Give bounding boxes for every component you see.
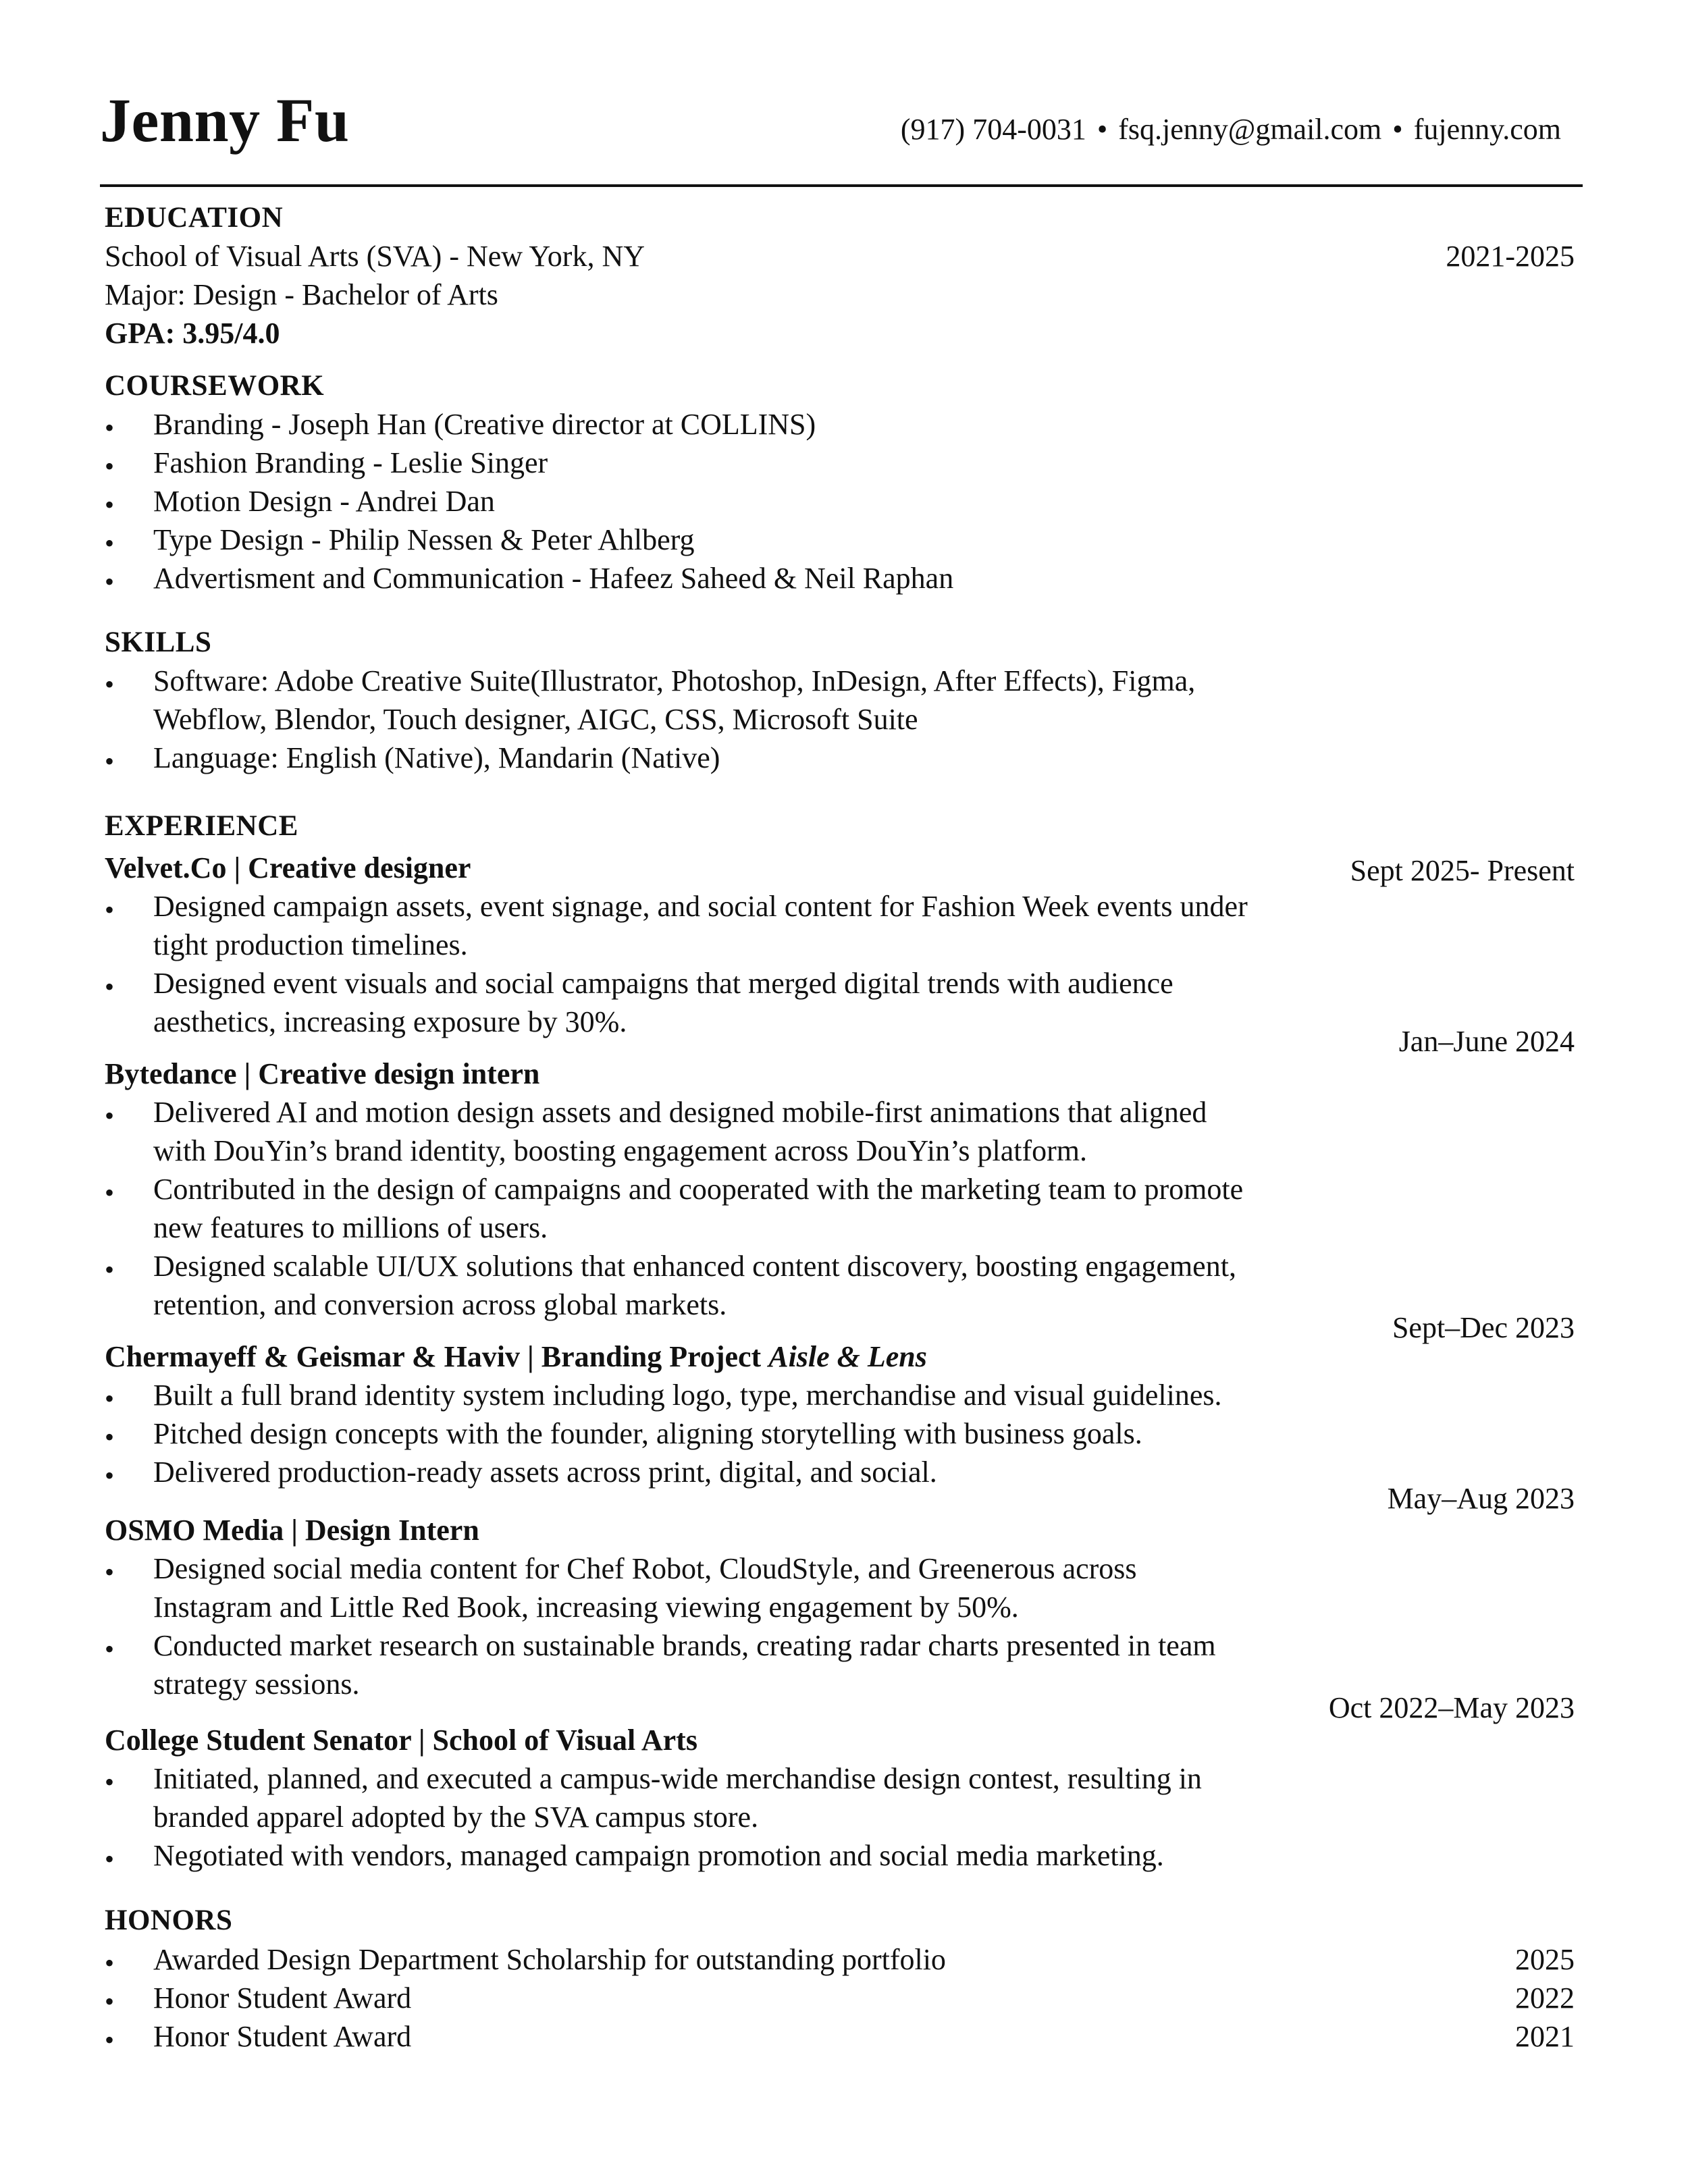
bullet-icon: • [105, 971, 115, 1002]
bullet-icon: • [105, 412, 115, 443]
job-line: Delivered production-ready assets across print, digital, and social. [153, 1456, 937, 1489]
project-name: Aisle & Lens [768, 1340, 927, 1373]
job-heading: OSMO Media | Design Intern [105, 1514, 479, 1547]
job-line: Pitched design concepts with the founder, aligning storytelling with business goals. [153, 1417, 1142, 1450]
job-dates: Sept–Dec 2023 [1392, 1311, 1575, 1344]
course-item: Type Design - Philip Nessen & Peter Ahlberg [153, 523, 695, 556]
course-item: Fashion Branding - Leslie Singer [153, 446, 548, 479]
bullet-icon: • [105, 566, 115, 597]
honor-year: 2025 [1515, 1943, 1575, 1976]
honor-item: Honor Student Award [153, 2020, 412, 2053]
job-dates: Oct 2022–May 2023 [1328, 1691, 1575, 1724]
honor-year: 2021 [1515, 2020, 1575, 2053]
candidate-name: Jenny Fu [100, 86, 350, 155]
section-title-experience: EXPERIENCE [105, 810, 298, 842]
bullet-icon: • [105, 1634, 115, 1664]
job-heading [105, 1338, 927, 1375]
job-heading-text: Chermayeff & Geismar & Haviv | Branding Project [105, 1340, 769, 1373]
job-line: with DouYin’s brand identity, boosting engagement across DouYin’s platform. [153, 1134, 1087, 1167]
contact-line [901, 115, 1561, 144]
skills-language: Language: English (Native), Mandarin (Native) [153, 741, 720, 774]
phone-number: (917) 704-0031 [900, 113, 1086, 146]
bullet-icon: • [105, 1767, 115, 1797]
job-heading: Bytedance | Creative design intern [105, 1057, 540, 1090]
bullet-icon: • [105, 2025, 115, 2055]
bullet-icon: • [105, 1460, 115, 1491]
education-school: School of Visual Arts (SVA) - New York, NY [105, 240, 645, 273]
bullet-icon: • [105, 1383, 115, 1414]
skills-software-line: Software: Adobe Creative Suite(Illustrator, Photoshop, InDesign, After Effects), Figma, [153, 664, 1196, 697]
bullet-icon: • [105, 895, 115, 925]
separator-dot: • [1392, 113, 1403, 146]
job-line: Designed campaign assets, event signage, and social content for Fashion Week events under [153, 890, 1248, 923]
job-line: Initiated, planned, and executed a campus-wide merchandise design contest, resulting in [153, 1762, 1202, 1795]
section-title-honors: HONORS [105, 1905, 233, 1936]
separator-dot: • [1097, 113, 1108, 146]
course-item: Branding - Joseph Han (Creative director at COLLINS) [153, 408, 816, 441]
honor-item: Awarded Design Department Scholarship for outstanding portfolio [153, 1943, 946, 1976]
course-item: Advertisment and Communication - Hafeez Saheed & Neil Raphan [153, 562, 954, 595]
job-line: Delivered AI and motion design assets and designed mobile-first animations that aligned [153, 1096, 1207, 1129]
bullet-icon: • [105, 1100, 115, 1131]
job-line: Designed event visuals and social campaigns that merged digital trends with audience [153, 967, 1173, 1000]
job-line: branded apparel adopted by the SVA campus store. [153, 1801, 759, 1834]
job-line: Conducted market research on sustainable brands, creating radar charts presented in team [153, 1629, 1216, 1662]
honor-year: 2022 [1515, 1981, 1575, 2015]
education-major: Major: Design - Bachelor of Arts [105, 278, 498, 311]
header-divider [100, 184, 1583, 187]
job-dates: May–Aug 2023 [1387, 1482, 1575, 1515]
course-item: Motion Design - Andrei Dan [153, 485, 495, 518]
job-line: strategy sessions. [153, 1668, 360, 1701]
bullet-icon: • [105, 746, 115, 776]
website-link: fujenny.com [1413, 113, 1561, 146]
skills-software-line: Webflow, Blendor, Touch designer, AIGC, CSS, Microsoft Suite [153, 703, 918, 736]
bullet-icon: • [105, 1557, 115, 1587]
job-dates: Sept 2025- Present [1350, 854, 1575, 887]
job-line: Contributed in the design of campaigns and cooperated with the marketing team to promote [153, 1173, 1244, 1206]
job-line: Instagram and Little Red Book, increasing viewing engagement by 50%. [153, 1591, 1019, 1624]
section-title-skills: SKILLS [105, 627, 212, 658]
job-line: aesthetics, increasing exposure by 30%. [153, 1005, 627, 1038]
job-line: Negotiated with vendors, managed campaign promotion and social media marketing. [153, 1839, 1164, 1872]
bullet-icon: • [105, 528, 115, 558]
job-dates: Jan–June 2024 [1398, 1025, 1575, 1058]
bullet-icon: • [105, 451, 115, 481]
bullet-icon: • [105, 1948, 115, 1978]
honor-item: Honor Student Award [153, 1981, 412, 2015]
bullet-icon: • [105, 489, 115, 520]
bullet-icon: • [105, 1177, 115, 1208]
bullet-icon: • [105, 669, 115, 699]
job-heading: College Student Senator | School of Visual Arts [105, 1724, 697, 1757]
section-title-coursework: COURSEWORK [105, 370, 325, 402]
email-address: fsq.jenny@gmail.com [1118, 113, 1382, 146]
bullet-icon: • [105, 1254, 115, 1285]
job-line: retention, and conversion across global markets. [153, 1288, 727, 1321]
job-line: Designed social media content for Chef Robot, CloudStyle, and Greenerous across [153, 1552, 1137, 1585]
job-heading: Velvet.Co | Creative designer [105, 851, 471, 884]
bullet-icon: • [105, 1422, 115, 1452]
section-title-education: EDUCATION [105, 202, 284, 234]
education-dates: 2021-2025 [1446, 240, 1575, 273]
bullet-icon: • [105, 1844, 115, 1874]
bullet-icon: • [105, 1986, 115, 2017]
education-gpa: GPA: 3.95/4.0 [105, 317, 280, 350]
job-line: new features to millions of users. [153, 1211, 548, 1244]
job-line: Built a full brand identity system including logo, type, merchandise and visual guidelines. [153, 1379, 1222, 1412]
job-line: tight production timelines. [153, 928, 468, 961]
job-line: Designed scalable UI/UX solutions that enhanced content discovery, boosting engagement, [153, 1250, 1236, 1283]
